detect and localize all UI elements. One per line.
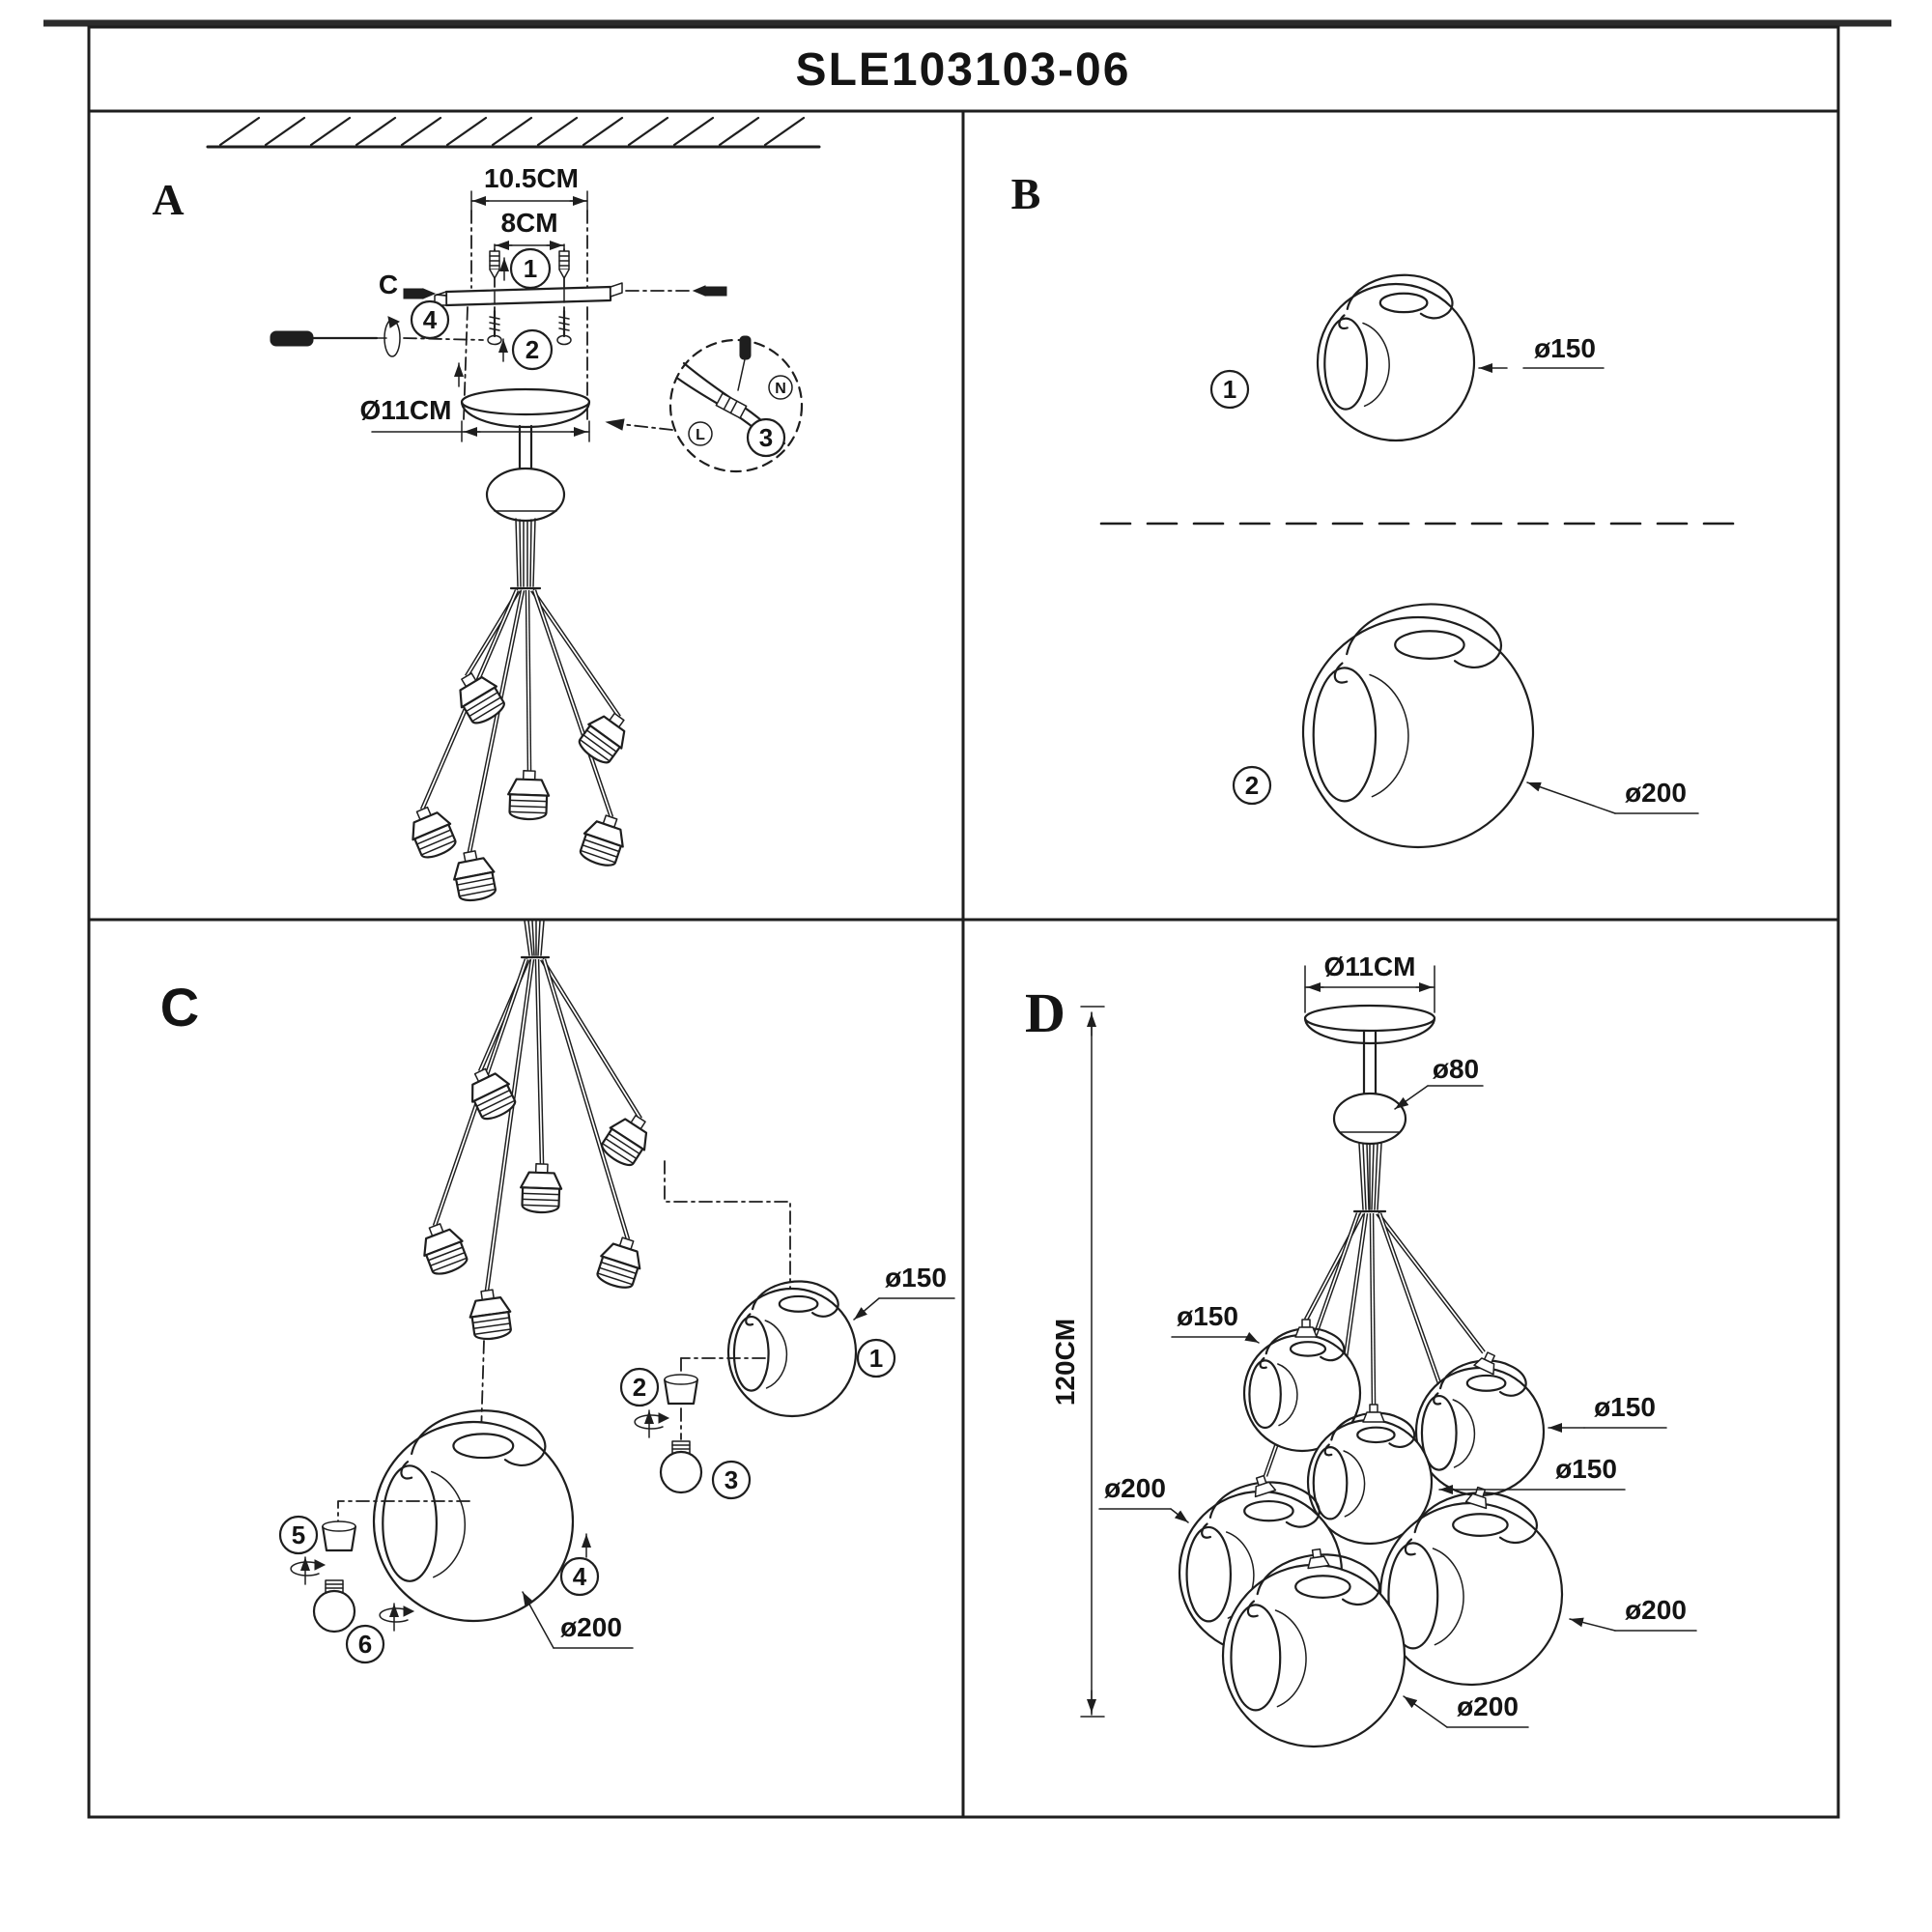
svg-text:ø150: ø150 (1177, 1301, 1238, 1331)
dim-11-text-d: Ø11CM (1323, 952, 1416, 981)
svg-text:ø200: ø200 (560, 1612, 622, 1642)
shade-150-num-badge (1211, 371, 1248, 408)
svg-text:N: N (775, 381, 786, 397)
dim-120-text: 120CM (1050, 1318, 1080, 1406)
svg-text:ø150: ø150 (1594, 1392, 1656, 1422)
panel-c-label: C (159, 977, 200, 1037)
step-c6-badge (347, 1626, 384, 1662)
step-3-badge (748, 419, 784, 456)
svg-text:ø150: ø150 (1555, 1454, 1617, 1484)
shade-ring (323, 1521, 355, 1550)
shade-200-num-badge (1234, 767, 1270, 804)
svg-text:1: 1 (1222, 375, 1237, 404)
svg-text:2: 2 (525, 335, 540, 364)
svg-text:1: 1 (868, 1344, 884, 1373)
svg-text:2: 2 (1244, 771, 1260, 800)
svg-text:6: 6 (357, 1630, 373, 1659)
wire-n-badge (769, 376, 792, 399)
svg-text:1: 1 (523, 254, 538, 283)
svg-text:4: 4 (422, 305, 438, 334)
svg-text:3: 3 (724, 1465, 739, 1494)
svg-text:ø200: ø200 (1625, 778, 1687, 808)
step-c2-badge (621, 1369, 658, 1406)
dim-8-text: 8CM (500, 208, 558, 238)
shade-ring (665, 1375, 697, 1404)
step-4-badge (412, 301, 448, 338)
step-c1-badge (858, 1340, 895, 1377)
wire-l-badge (689, 422, 712, 445)
svg-text:5: 5 (291, 1520, 306, 1549)
svg-text:2: 2 (632, 1373, 647, 1402)
svg-text:ø200: ø200 (1457, 1691, 1519, 1721)
svg-text:ø80: ø80 (1432, 1054, 1480, 1084)
ball-d (1334, 1094, 1406, 1144)
model-title: SLE103103-06 (795, 44, 1131, 96)
panel-b-label: B (1010, 169, 1041, 218)
step-c5-badge (280, 1517, 317, 1553)
panel-d-label: D (1025, 981, 1065, 1044)
step-c3-badge (713, 1462, 750, 1498)
rotate-symbol-c: C (378, 270, 399, 299)
panel-a-label: A (152, 175, 185, 224)
svg-text:ø200: ø200 (1104, 1473, 1166, 1503)
svg-text:L: L (696, 427, 705, 443)
dim-11-text-a: Ø11CM (359, 395, 452, 425)
svg-text:3: 3 (758, 423, 774, 452)
svg-text:ø150: ø150 (885, 1263, 947, 1293)
svg-text:ø150: ø150 (1534, 333, 1596, 363)
svg-text:ø200: ø200 (1625, 1595, 1687, 1625)
svg-text:4: 4 (572, 1562, 587, 1591)
dim-105-text: 10.5CM (483, 163, 580, 193)
